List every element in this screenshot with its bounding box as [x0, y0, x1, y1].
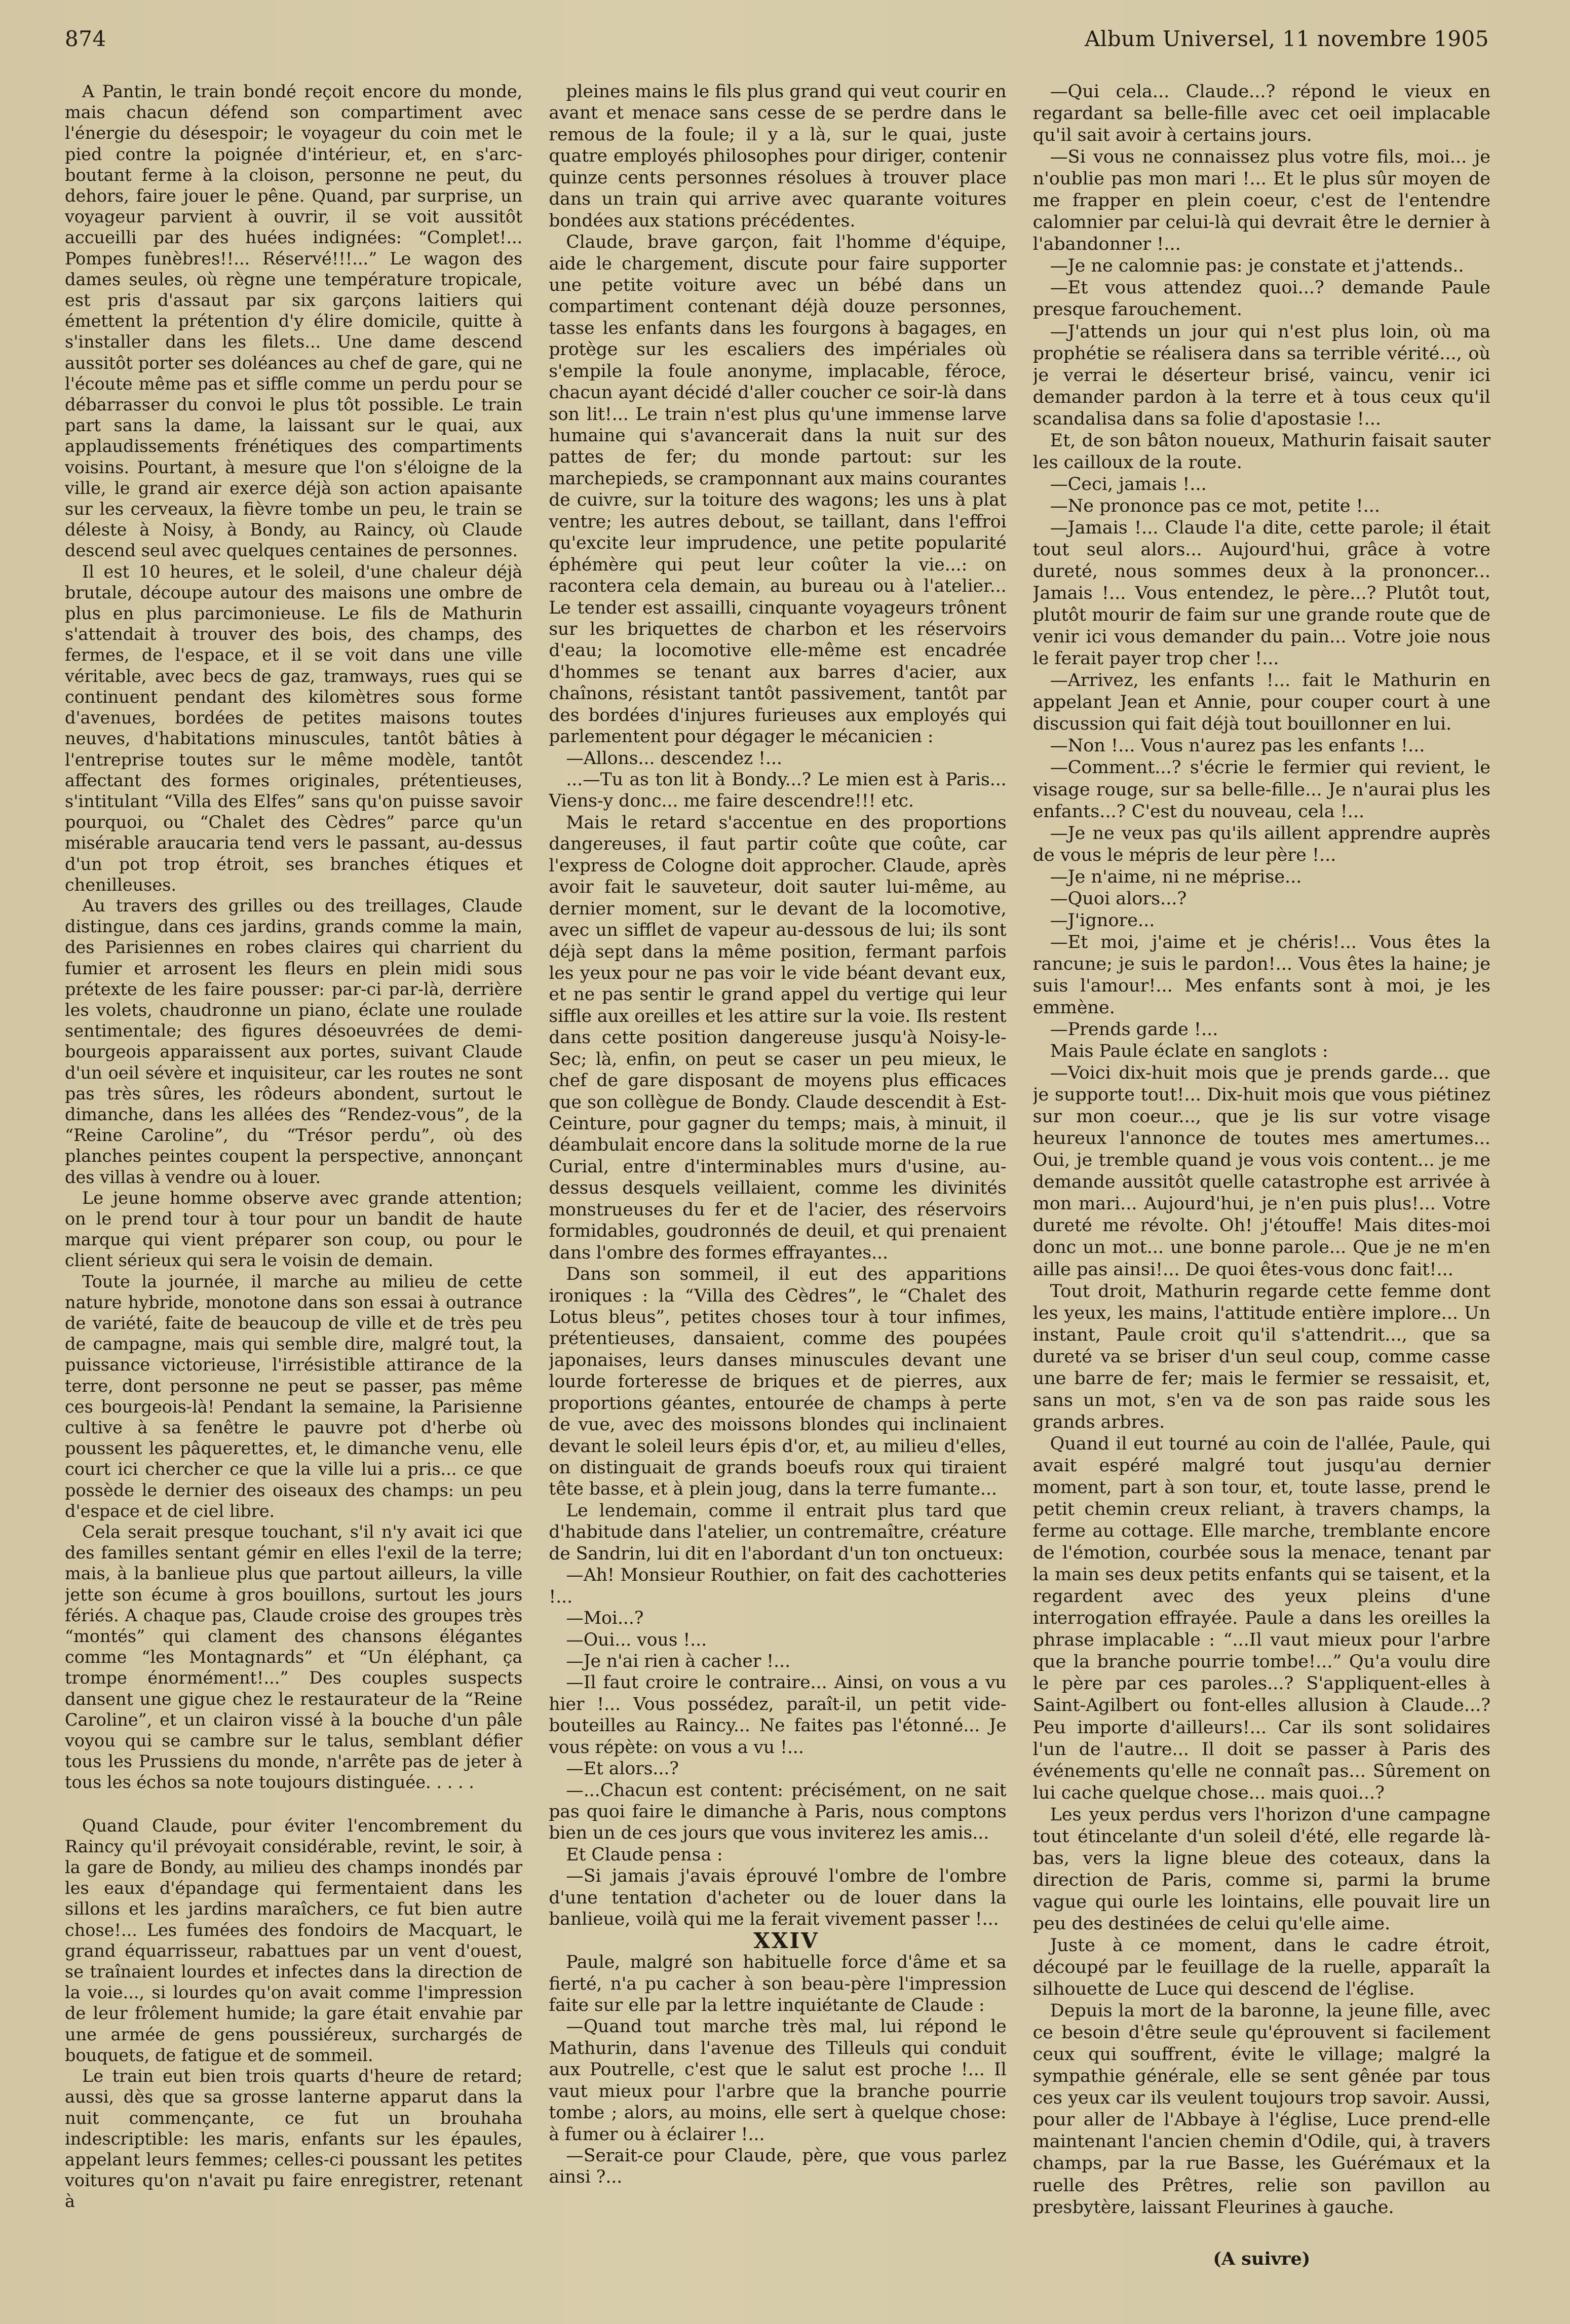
dialogue-line: —Quand tout marche très mal, lui répond le Mathurin, dans l'avenue des Tilleuls qui conduit aux Poutrelle, c'est que le salut est proche !... Il vaut mieux pour l'arbre que la branche pourrie tombe ; alors, au moins, elle sert à quelque chose: à fumer ou à éclairer !...: [549, 2016, 1007, 2145]
dialogue-line: —Je ne calomnie pas: je constate et j'attends..: [1050, 256, 1464, 277]
column-left: [65, 81, 522, 2280]
dialogue-line: —Quoi alors...?: [1050, 888, 1187, 909]
paragraph: A Pantin, le train bondé reçoit encore du monde, mais chacun défend son compartiment avec l'énergie du désespoir; le voyageur du coin met le pied contre la poignée d'intérieur, et, en s'arc-boutant ferme à la cloison, personne ne peut, du dehors, faire jouer le pêne. Quand, par surprise, un voyageur parvient à ouvrir, il se voit aussitôt accueilli par des huées indignées: “Complet!... Pompes funèbres!!... Réservé!!!...” Le wagon des dames seules, où règne une température tropicale, est pris d'assaut par six garçons laitiers qui émettent la prétention d'y élire domicile, quitte à s'installer dans les filets... Une dame descend aussitôt porter ses doléances au chef de gare, qui ne l'écoute même pas et siffle comme un perdu pour se débarrasser du convoi le plus tôt possible. Le train part sans la dame, la laissant sur le quai, aux applaudissements frénétiques des compartiments voisins. Pourtant, à mesure que l'on s'éloigne de la ville, le grand air exerce déjà son action apaisante sur les cerveaux, la fièvre tombe un peu, le train se déleste à Noisy, à Bondy, au Raincy, où Claude descend seul avec quelques centaines de personnes.: [65, 82, 523, 561]
page-number: 874: [65, 26, 106, 51]
paragraph: Et Claude pensa :: [566, 1844, 723, 1865]
text-columns: [65, 81, 1490, 2280]
dialogue-line: —Si jamais j'avais éprouvé l'ombre de l'ombre d'une tentation d'acheter ou de louer dans la banlieue, voilà qui me la ferait vivement passer !...: [549, 1866, 1007, 1930]
dialogue-line: —Je n'aime, ni ne méprise...: [1050, 866, 1302, 887]
paragraph: Les yeux perdus vers l'horizon d'une campagne tout étincelante d'un soleil d'été, elle regarde là-bas, vers la ligne bleue des coteaux, dans la direction de Paris, comme si, parmi la brume vague qui ourle les lointains, elle pouvait lire un peu des destinées de celui qu'elle aime.: [1032, 1804, 1490, 1934]
paragraph: Il est 10 heures, et le soleil, d'une chaleur déjà brutale, découpe autour des maisons une ombre de plus en plus parcimonieuse. Le fils de Mathurin s'attendait à trouver des bois, des champs, des fermes, de l'espace, et il se voit dans une ville véritable, avec becs de gaz, tramways, rues qui se continuent pendant des kilomètres sous forme d'avenues, bordées de petites maisons toutes neuves, d'habitations minuscules, tantôt bâties à l'entreprise toutes sur le même modèle, tantôt affectant des formes originales, prétentieuses, s'intitulant “Villa des Elfes” sans qu'on puisse savoir pourquoi, ou “Chalet des Cèdres” parce qu'un misérable araucaria tend vers le passant, au-dessus d'un pot trop étroit, ses branches étiques et chenilleuses.: [65, 561, 523, 895]
paragraph: Toute la journée, il marche au milieu de cette nature hybride, monotone dans son essai à outrance de variété, faite de beaucoup de ville et de très peu de campagne, mais qui semble dire, malgré tout, la puissance victorieuse, l'irrésistible attirance de la terre, dont personne ne peut se passer, pas même ces bourgeois-là! Pendant la semaine, la Parisienne cultive à sa fenêtre le pauvre pot d'herbe où poussent les pâquerettes, et, le dimanche venu, elle court ici chercher ce que la ville lui a pris... ce que possède le dernier des oiseaux des champs: un peu d'espace et de ciel libre.: [65, 1271, 523, 1521]
dialogue-line: —Prends garde !...: [1050, 1019, 1218, 1040]
dialogue-line: —Non !... Vous n'aurez pas les enfants !...: [1050, 736, 1425, 756]
dialogue-line: —Je ne veux pas qu'ils aillent apprendre auprès de vous le mépris de leur père !...: [1032, 823, 1490, 865]
paragraph: Quand il eut tourné au coin de l'allée, Paule, qui avait espéré malgré tout jusqu'au dernier moment, part à son tour, et, toute lasse, prend le petit chemin creux reliant, à travers champs, la ferme au cottage. Elle marche, tremblante encore de l'émotion, courbée sous la menace, tenant par la main ses deux petits enfants qui se taisent, et la regardent avec des yeux pleins d'une interrogation effrayée. Paule a dans les oreilles la phrase implacable : “...Il vaut mieux pour l'arbre que la branche pourrie tombe!...” Qu'a voulu dire le père par ces paroles...? S'appliquent-elles à Saint-Agilbert ou font-elles allusion à Claude...? Peu importe d'ailleurs!... Car ils sont solidaires l'un de l'autre... Il doit se passer à Paris des événements qu'elle ne connaît pas... Sûrement on lui cache quelque chose... mais quoi...?: [1032, 1433, 1490, 1803]
dialogue-line: —J'attends un jour qui n'est plus loin, où ma prophétie se réalisera dans sa terrible vérité..., où je verrai le déserteur brisé, vaincu, venir ici demander pardon à la terre et à tous ceux qu'il scandalisa dans sa folie d'apostasie !...: [1032, 321, 1490, 429]
paragraph: Le train eut bien trois quarts d'heure de retard; aussi, dès que sa grosse lanterne apparut dans la nuit commençante, ce fut un brouhaha indescriptible: les maris, enfants sur les épaules, appelant leurs femmes; celles-ci poussant les petites voitures qu'on n'avait pu faire enregistrer, retenant à: [65, 2066, 523, 2212]
dialogue-line: ...—Tu as ton lit à Bondy...? Le mien est à Paris... Viens-y donc... me faire descendre!!! etc.: [549, 770, 1007, 812]
dialogue-line: —Et moi, j'aime et je chéris!... Vous êtes la rancune; je suis le pardon!... Vous êtes la haine; je suis l'amour!... Mes enfants sont à moi, je les emmène.: [1032, 932, 1490, 1018]
paragraph: Au travers des grilles ou des treillages, Claude distingue, dans ces jardins, grands comme la main, des Parisiennes en robes claires qui charrient du fumier et arrosent les fleurs en plein midi sous prétexte de les faire pousser: par-ci par-là, derrière les volets, chaudronne un piano, éclate une roulade sentimentale; des figures désoeuvrées de demi-bourgeois apparaissent aux portes, suivant Claude d'un oeil sévère et inquisiteur, car les routes ne sont pas très sûres, les rôdeurs abondent, surtout le dimanche, dans les allées des “Rendez-vous”, de la “Reine Caroline”, du “Trésor perdu”, où des planches peintes coupent la perspective, annonçant des villas à vendre ou à louer.: [65, 895, 523, 1187]
dialogue-line: —Et vous attendez quoi...? demande Paule presque farouchement.: [1032, 278, 1490, 320]
paragraph: Dans son sommeil, il eut des apparitions ironiques : la “Villa des Cèdres”, le “Chalet des Lotus bleus”, petites choses tour à tour infimes, prétentieuses, dansaient, comme des poupées japonaises, leurs danses minuscules devant une lourde forteresse de briques et de pierres, aux proportions géantes, entourée de champs à perte de vue, avec des moissons blondes qui inclinaient devant le soleil leurs épis d'or, et, au milieu d'elles, on distinguait de grands boeufs roux qui tiraient tête basse, et à plein joug, dans la terre fumante...: [549, 1264, 1007, 1500]
dialogue-line: —Si vous ne connaissez plus votre fils, moi... je n'oublie pas mon mari !... Et le plus sûr moyen de me frapper en plein coeur, c'est de l'entendre calomnier par celui-là qui devrait être le dernier à l'abandonner !...: [1032, 147, 1490, 255]
paragraph: Claude, brave garçon, fait l'homme d'équipe, aide le chargement, discute pour faire supporter une petite voiture avec un bébé dans un compartiment contenant déjà douze personnes, tasse les enfants dans les fourgons à bagages, en protège sur les escaliers des impériales où s'empile la foule anonyme, implacable, féroce, chacun ayant décidé d'aller coucher ce soir-là dans son lit!... Le train n'est plus qu'une immense larve humaine qui s'avancerait dans la nuit sur des pattes de fer; du monde partout: sur les marchepieds, se cramponnant aux mains courantes de cuivre, sur la toiture des wagons; les uns à plat ventre; les autres debout, se taillant, dans l'effroi qu'excite leur imprudence, une petite popularité éphémère qui peut leur coûter la vie...: on racontera cela demain, au bureau ou à l'atelier... Le tender est assailli, cinquante voyageurs trônent sur les briquettes de charbon et les réservoirs d'eau; la locomotive elle-même est encadrée d'hommes se tenant aux barres d'acier, aux chaînons, résistant tantôt passivement, tantôt par des bordées d'injures furieuses aux employés qui parlementent pour dégager le mécanicien :: [549, 232, 1007, 747]
dialogue-line: —J'ignore...: [1050, 910, 1155, 931]
dialogue-line: —Qui cela... Claude...? répond le vieux en regardant sa belle-fille avec cet oeil implacable qu'il sait avoir à certains jours.: [1032, 82, 1490, 146]
running-head: Album Universel, 11 novembre 1905: [1084, 26, 1489, 51]
section-break: [65, 1793, 522, 1815]
paragraph: Tout droit, Mathurin regarde cette femme dont les yeux, les mains, l'attitude entière implore... Un instant, Paule croit qu'il s'attendrit..., que sa dureté va se briser d'un seul coup, comme casse une barre de fer; mais le fermier se ressaisit, et, sans un mot, s'en va de son pas raide sous les grands arbres.: [1032, 1281, 1490, 1432]
dialogue-line: —Serait-ce pour Claude, père, que vous parlez ainsi ?...: [549, 2146, 1007, 2188]
paragraph: Paule, malgré son habituelle force d'âme et sa fierté, n'a pu cacher à son beau-père l'impression faite sur elle par la lettre inquiétante de Claude :: [549, 1952, 1007, 2015]
dialogue-line: —Et alors...?: [566, 1759, 679, 1779]
paragraph: Mais le retard s'accentue en des proportions dangereuses, il faut partir coûte que coûte, car l'express de Cologne doit approcher. Claude, après avoir fait le sauveteur, doit sauter lui-même, au dernier moment, sur le devant de la locomotive, avec un sifflet de vapeur au-dessous de lui; ils sont déjà sept dans la même position, fermant parfois les yeux pour ne pas voir le vide béant devant eux, et ne pas sentir le grand appel du vertige qui leur siffle aux oreilles et les attire sur la voie. Ils restent dans cette position dangereuse jusqu'à Noisy-le-Sec; là, enfin, on peut se caser un peu mieux, le chef de gare disposant de moyens plus efficaces que son collègue de Bondy. Claude descendit à Est-Ceinture, pour gagner du temps; mais, à minuit, il déambulait encore dans la solitude morne de la rue Curial, entre d'interminables murs d'usine, au-dessus desquels veillaient, comme les divinités monstrueuses du fer et de l'acier, des réservoirs formidables, goudronnés de deuil, et qui prenaient dans l'ombre des formes effrayantes...: [549, 812, 1007, 1263]
page-header: [65, 26, 1489, 62]
dialogue-line: —Ne prononce pas ce mot, petite !...: [1050, 496, 1381, 516]
paragraph: Mais Paule éclate en sanglots :: [1050, 1041, 1328, 1062]
dialogue-line: —Comment...? s'écrie le fermier qui revient, le visage rouge, sur sa belle-fille... Je n'aurai plus les enfants...? C'est du nouveau, cela !...: [1032, 757, 1490, 822]
paragraph: Juste à ce moment, dans le cadre étroit, découpé par le feuillage de la ruelle, apparaît la silhouette de Luce qui descend de l'église.: [1032, 1935, 1490, 2000]
paragraph: Depuis la mort de la baronne, la jeune fille, avec ce besoin d'être seule qu'éprouvent si facilement ceux qui souffrent, évite le village; malgré la sympathie générale, elle se sent gênée par tous ces yeux car ils veulent toujours trop savoir. Aussi, pour aller de l'Abbaye à l'église, Luce prend-elle maintenant l'ancien chemin d'Odile, qui, à travers champs, par la rue Basse, les Guérémaux et la ruelle des Prêtres, relie son pavillon au presbytère, laissant Fleurines à gauche.: [1032, 2001, 1490, 2218]
dialogue-line: —Ah! Monsieur Routhier, on fait des cachotteries !...: [549, 1565, 1007, 1607]
column-right: [1033, 81, 1490, 2280]
paragraph: Et, de son bâton noueux, Mathurin faisait sauter les cailloux de la route.: [1032, 430, 1490, 473]
dialogue-line: —Allons... descendez !...: [566, 748, 782, 769]
paragraph: Cela serait presque touchant, s'il n'y avait ici que des familles sentant gémir en elles l'exil de la terre; mais, à la banlieue plus que partout ailleurs, la ville jette son écume à gros bouillons, surtout les jours fériés. A chaque pas, Claude croise des groupes très “montés” qui clament des chansons élégantes comme “les Montagnards” et “Un éléphant, ça trompe énormément!...” Des couples suspects dansent une gigue chez le restaurateur de la “Reine Caroline”, et un clairon vissé à la bouche d'un pâle voyou qui se cambre sur le talus, semblant défier tous les Prussiens du monde, n'arrête pas de jeter à tous les échos sa note toujours distinguée. . . . .: [65, 1522, 523, 1793]
paragraph: Le jeune homme observe avec grande attention; on le prend tour à tour pour un bandit de haute marque qui vient préparer son coup, ou pour le client sérieux qui sera le voisin de demain.: [65, 1188, 523, 1271]
dialogue-line: —Arrivez, les enfants !... fait le Mathurin en appelant Jean et Annie, pour couper court à une discussion qui fait déjà tout bouillonner en lui.: [1032, 670, 1490, 735]
dialogue-line: —Oui... vous !...: [566, 1629, 707, 1650]
dialogue-line: —Voici dix-huit mois que je prends garde... que je supporte tout!... Dix-huit mois que vous piétinez sur mon coeur..., que je lis sur votre visage heureux l'annonce de toutes mes amertumes... Oui, je tremble quand je vous vois content... je me demande aussitôt quelle catastrophe est arrivée à mon mari... Aujourd'hui, je n'en puis plus!... Votre dureté me révolte. Oh! j'étouffe! Mais dites-moi donc un mot... une bonne parole... Que je ne m'en aille pas ainsi!... De quoi êtes-vous donc fait!...: [1032, 1063, 1490, 1280]
paragraph: pleines mains le fils plus grand qui veut courir en avant et menace sans cesse de se perdre dans le remous de la foule; il y a là, sur le quai, juste quatre employés philosophes pour diriger, contenir quinze cents personnes résolues à trouver place dans un train qui arrive avec quarante voitures bondées aux stations précédentes.: [549, 82, 1007, 231]
dialogue-line: —Ceci, jamais !...: [1050, 474, 1207, 494]
to-be-continued: (A suivre): [1213, 2248, 1311, 2269]
chapter-heading: XXIV: [753, 1928, 819, 1953]
dialogue-line: —...Chacun est content: précisément, on ne sait pas quoi faire le dimanche à Paris, nous comptons bien un de ces jours que vous inviterez les amis...: [549, 1780, 1007, 1844]
column-middle: [549, 81, 1006, 2280]
paragraph: Quand Claude, pour éviter l'encombrement du Raincy qu'il prévoyait considérable, revint, le soir, à la gare de Bondy, au milieu des champs inondés par les eaux d'épandage qui fermentaient dans les sillons et les jardins maraîchers, ce fut bien autre chose!... Les fumées des fondoirs de Macquart, le grand équarrisseur, rabattues par un vent d'ouest, se traînaient lourdes et infectes dans la direction de la voie..., si lourdes qu'on avait comme l'impression de leur frôlement humide; la gare était envahie par une armée de gens poussiéreux, surchargés de bouquets, de fatigue et de sommeil.: [65, 1815, 523, 2065]
dialogue-line: —Il faut croire le contraire... Ainsi, on vous a vu hier !... Vous possédez, paraît-il, un petit vide-bouteilles au Raincy... Ne faites pas l'étonné... Je vous répète: on vous a vu !...: [549, 1672, 1007, 1758]
dialogue-line: —Jamais !... Claude l'a dite, cette parole; il était tout seul alors... Aujourd'hui, grâce à votre dureté, nous sommes deux à la prononcer... Jamais !... Vous entendez, le père...? Plutôt tout, plutôt mourir de faim sur une grande route que de venir ici vous demander du pain... Votre joie nous le ferait payer trop cher !...: [1032, 517, 1490, 669]
paragraph: Le lendemain, comme il entrait plus tard que d'habitude dans l'atelier, un contremaître, créature de Sandrin, lui dit en l'abordant d'un ton onctueux:: [549, 1500, 1007, 1564]
dialogue-line: —Moi...?: [566, 1608, 644, 1629]
dialogue-line: —Je n'ai rien à cacher !...: [566, 1651, 791, 1671]
